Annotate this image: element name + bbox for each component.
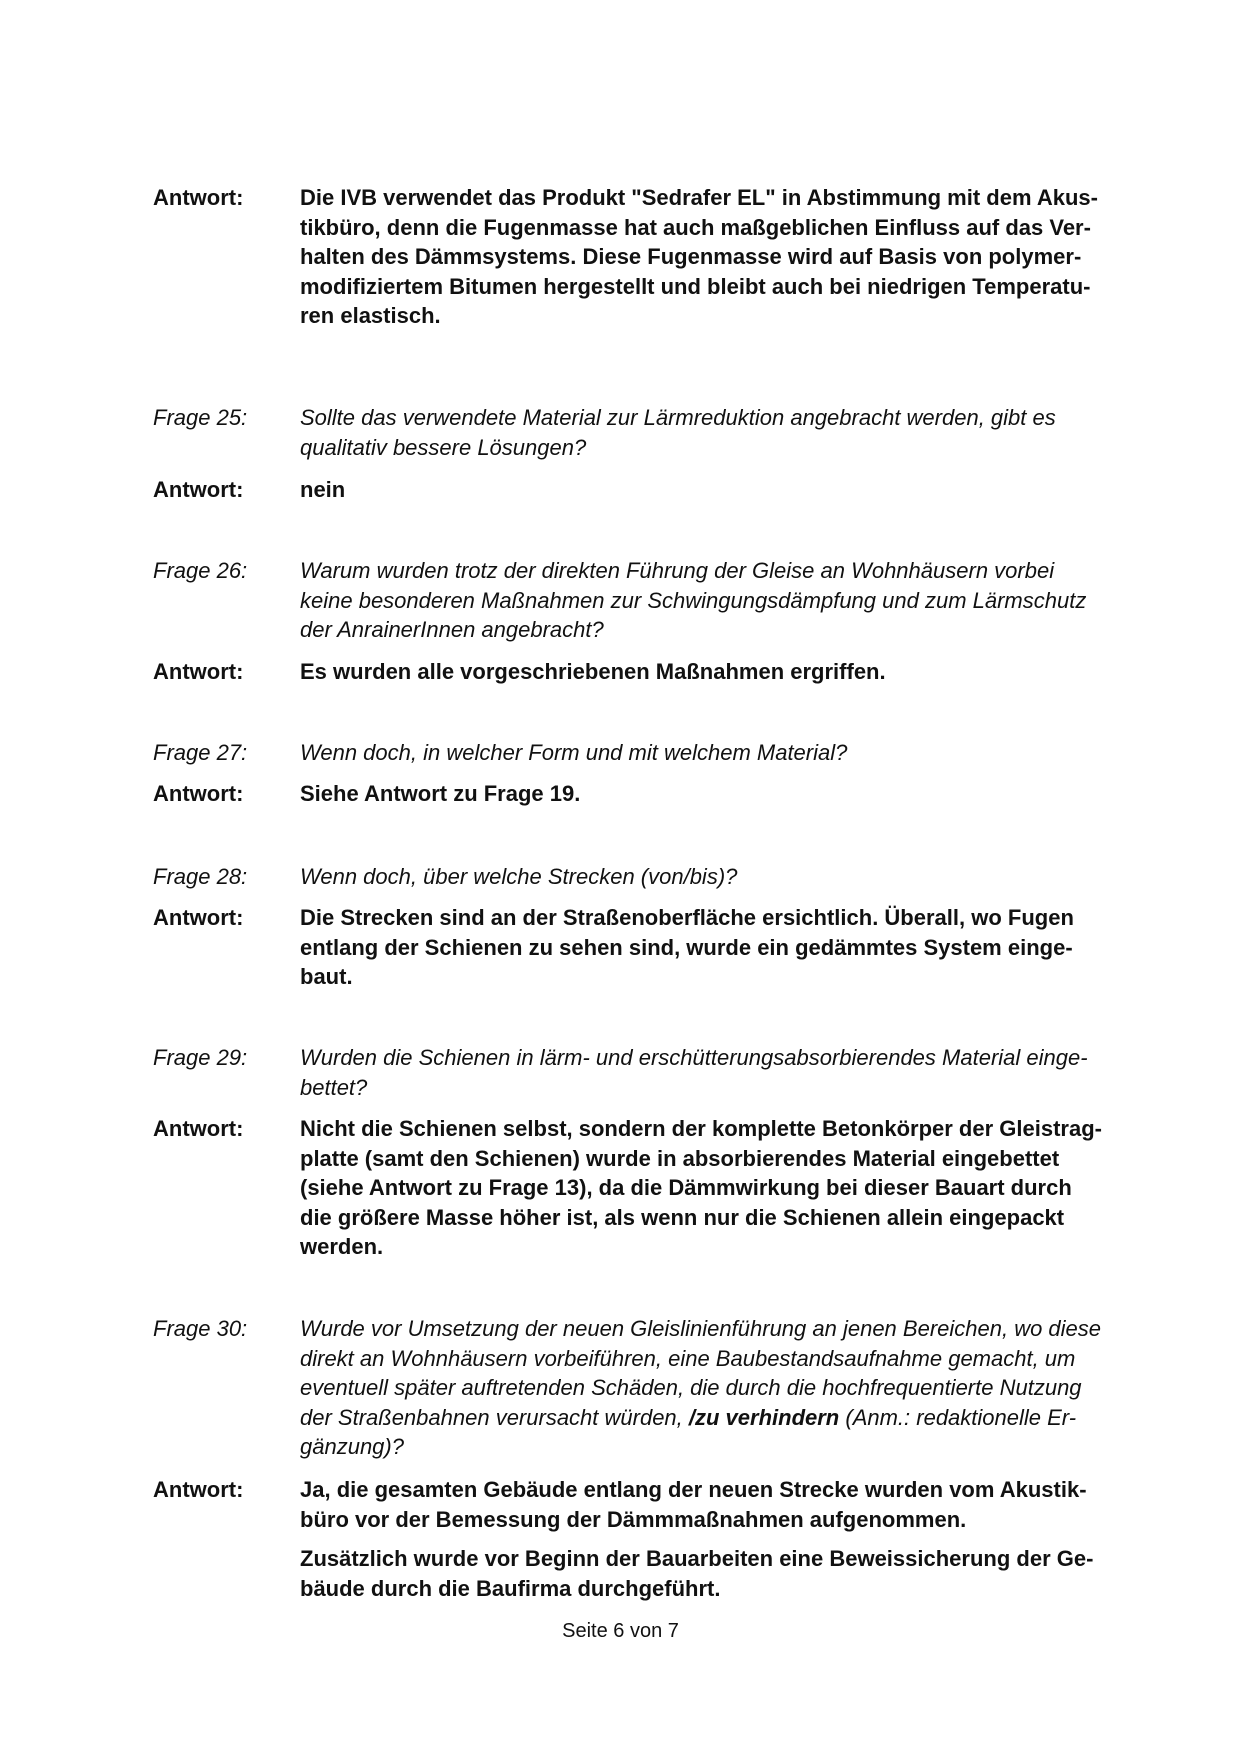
question-label: Frage 26: (153, 558, 248, 583)
answer-label: Antwort: (153, 1477, 244, 1502)
answer-text: nein (300, 477, 346, 502)
question-label: Frage 25: (153, 405, 248, 430)
question-label: Frage 30: (153, 1316, 248, 1341)
question-29 (153, 1043, 1143, 1102)
answer-28 (153, 903, 1143, 992)
answer-label: Antwort: (153, 905, 244, 930)
answer-text: Die IVB verwendet das Produkt "Sedrafer EL" in Abstimmung mit dem Akus- tikbüro, denn die Fugenmasse hat auch maßgeblichen Einfluss auf das Ver- halten des Dämmsystems. Diese Fugenmasse wird auf Basis von polymer- modifiziertem Bitumen hergestellt und bleibt auch bei niedrigen Temperatu- ren elastisch. (300, 185, 1098, 328)
question-27 (153, 738, 1143, 768)
answer-label: Antwort: (153, 659, 244, 684)
page-footer: Seite 6 von 7 (562, 1620, 679, 1642)
answer-text: Ja, die gesamten Gebäude entlang der neuen Strecke wurden vom Akustik- büro vor der Bemessung der Dämmmaßnahmen aufgenommen. Zusätzlich wurde vor Beginn der Bauarbeiten eine Beweissicherung der Ge- bäude durch die Baufirma durchgeführt. (300, 1477, 1094, 1601)
question-label: Frage 29: (153, 1045, 248, 1070)
answer-27 (153, 779, 1143, 809)
answer-text: Nicht die Schienen selbst, sondern der komplette Betonkörper der Gleistrag- platte (samt den Schienen) wurde in absorbierendes Material eingebettet (siehe Antwort zu Frage 13), da die Dämmwirkung bei dieser Bauart durch die größere Masse höher ist, als wenn nur die Schienen allein eingepackt werden. (300, 1116, 1102, 1259)
answer-24 (153, 183, 1143, 331)
answer-label: Antwort: (153, 781, 244, 806)
question-text: Warum wurden trotz der direkten Führung der Gleise an Wohnhäusern vorbei keine besonderen Maßnahmen zur Schwingungsdämpfung und zum Lärmschutz der AnrainerInnen angebracht? (300, 558, 1087, 642)
question-text: Wenn doch, über welche Strecken (von/bis)? (300, 864, 738, 889)
editorial-insertion: /zu verhindern (688, 1404, 840, 1430)
question-label: Frage 27: (153, 740, 248, 765)
question-30 (153, 1314, 1143, 1462)
answer-text: Siehe Antwort zu Frage 19. (300, 781, 581, 806)
answer-30 (153, 1475, 1143, 1603)
question-text: Wenn doch, in welcher Form und mit welchem Material? (300, 740, 848, 765)
answer-label: Antwort: (153, 1116, 244, 1141)
answer-25 (153, 475, 1143, 505)
answer-text: Die Strecken sind an der Straßenoberfläche ersichtlich. Überall, wo Fugen entlang der Schienen zu sehen sind, wurde ein gedämmtes System einge- baut. (300, 905, 1074, 989)
answer-text: Es wurden alle vorgeschriebenen Maßnahmen ergriffen. (300, 659, 886, 684)
answer-label: Antwort: (153, 477, 244, 502)
question-25 (153, 403, 1143, 462)
question-text: Wurden die Schienen in lärm- und erschütterungsabsorbierendes Material einge- bettet? (300, 1045, 1088, 1100)
answer-29 (153, 1114, 1143, 1262)
answer-label: Antwort: (153, 185, 244, 210)
question-26 (153, 556, 1143, 645)
question-label: Frage 28: (153, 864, 248, 889)
question-text: Wurde vor Umsetzung der neuen Gleislinienführung an jenen Bereichen, wo diese direkt an Wohnhäusern vorbeiführen, eine Baubestandsaufnahme gemacht, um eventuell später auftretenden Schäden, die durch die hochfrequentierte Nutzung der Straßenbahnen verursacht würden, /zu verhindern (Anm.: redaktionelle Er- gänzung)? (300, 1316, 1102, 1459)
question-text: Sollte das verwendete Material zur Lärmreduktion angebracht werden, gibt es qualitativ bessere Lösungen? (300, 405, 1056, 460)
question-28 (153, 862, 1143, 892)
answer-26 (153, 657, 1143, 687)
